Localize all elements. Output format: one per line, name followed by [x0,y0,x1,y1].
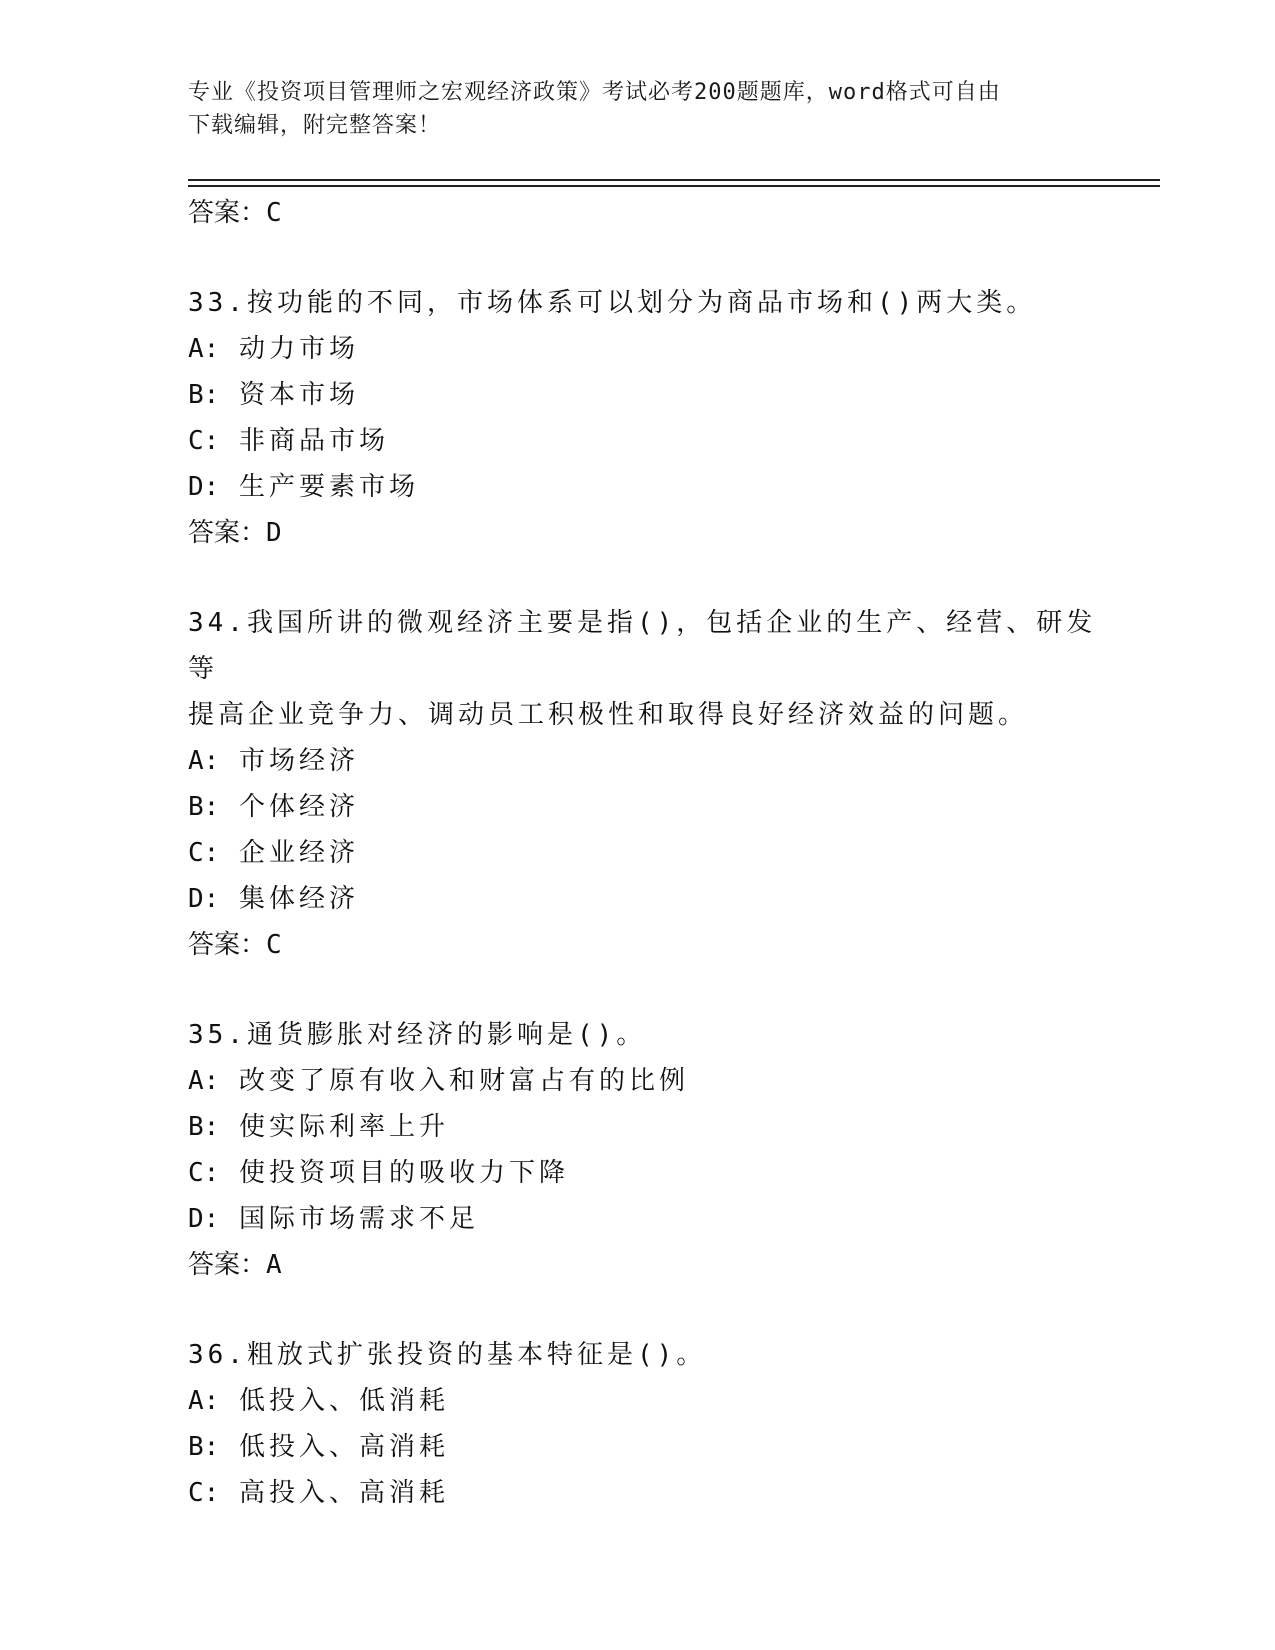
option-a [188,1058,1108,1104]
option-key: B: [188,792,220,822]
answer-line [188,922,1108,968]
option-key: C: [188,426,220,456]
option-key: D: [188,472,220,502]
option-text: 国际市场需求不足 [238,1204,479,1234]
option-d [188,464,1108,510]
option-a [188,326,1108,372]
question-34 [188,600,1108,968]
answer-line [188,1242,1108,1288]
question-stem-continued: 提高企业竞争力、调动员工积极性和取得良好经济效益的问题。 [188,700,1029,730]
option-key: A: [188,334,220,364]
answer-line [188,510,1108,556]
question-36 [188,1332,1108,1516]
question-35 [188,1012,1108,1288]
answer-line [188,190,1108,236]
option-key: B: [188,380,220,410]
answer-label: 答案： [188,1250,267,1280]
option-key: B: [188,1112,220,1142]
question-stem: 33.按功能的不同，市场体系可以划分为商品市场和()两大类。 [188,288,1037,318]
option-text: 生产要素市场 [238,472,419,502]
header-divider-bottom [188,185,1160,187]
option-text: 使实际利率上升 [238,1112,449,1142]
option-text: 市场经济 [238,746,359,776]
header-line-2: 下载编辑，附完整答案！ [188,113,442,138]
option-key: C: [188,838,220,868]
option-text: 资本市场 [238,380,359,410]
option-b [188,784,1108,830]
option-key: A: [188,1386,220,1416]
question-list [188,190,1108,1516]
option-b [188,372,1108,418]
document-header [188,76,1088,142]
option-text: 非商品市场 [238,426,389,456]
option-text: 动力市场 [238,334,359,364]
option-b [188,1424,1108,1470]
option-key: A: [188,746,220,776]
option-text: 集体经济 [238,884,359,914]
answer-value: A [266,1250,282,1280]
option-b [188,1104,1108,1150]
option-key: D: [188,1204,220,1234]
header-divider-top [188,179,1160,181]
option-key: C: [188,1478,220,1508]
answer-label: 答案： [188,198,267,228]
option-text: 低投入、低消耗 [238,1386,449,1416]
option-a [188,1378,1108,1424]
question-stem: 36.粗放式扩张投资的基本特征是()。 [188,1340,707,1370]
answer-value: C [266,930,282,960]
option-text: 改变了原有收入和财富占有的比例 [238,1066,689,1096]
option-a [188,738,1108,784]
option-text: 低投入、高消耗 [238,1432,449,1462]
question-stem: 35.通货膨胀对经济的影响是()。 [188,1020,647,1050]
option-d [188,1196,1108,1242]
option-key: B: [188,1432,220,1462]
option-c [188,1470,1108,1516]
option-key: A: [188,1066,220,1096]
option-key: D: [188,884,220,914]
answer-label: 答案： [188,518,267,548]
option-c [188,1150,1108,1196]
option-text: 高投入、高消耗 [238,1478,449,1508]
question-33 [188,280,1108,556]
header-line-1: 专业《投资项目管理师之宏观经济政策》考试必考200题题库，word格式可自由 [188,80,1001,105]
question-stem: 34.我国所讲的微观经济主要是指()，包括企业的生产、经营、研发等 [188,608,1097,684]
option-d [188,876,1108,922]
option-text: 个体经济 [238,792,359,822]
option-text: 使投资项目的吸收力下降 [238,1158,569,1188]
answer-label: 答案： [188,930,267,960]
answer-value: D [266,518,282,548]
answer-value: C [266,198,282,228]
option-text: 企业经济 [238,838,359,868]
option-c [188,830,1108,876]
option-c [188,418,1108,464]
option-key: C: [188,1158,220,1188]
